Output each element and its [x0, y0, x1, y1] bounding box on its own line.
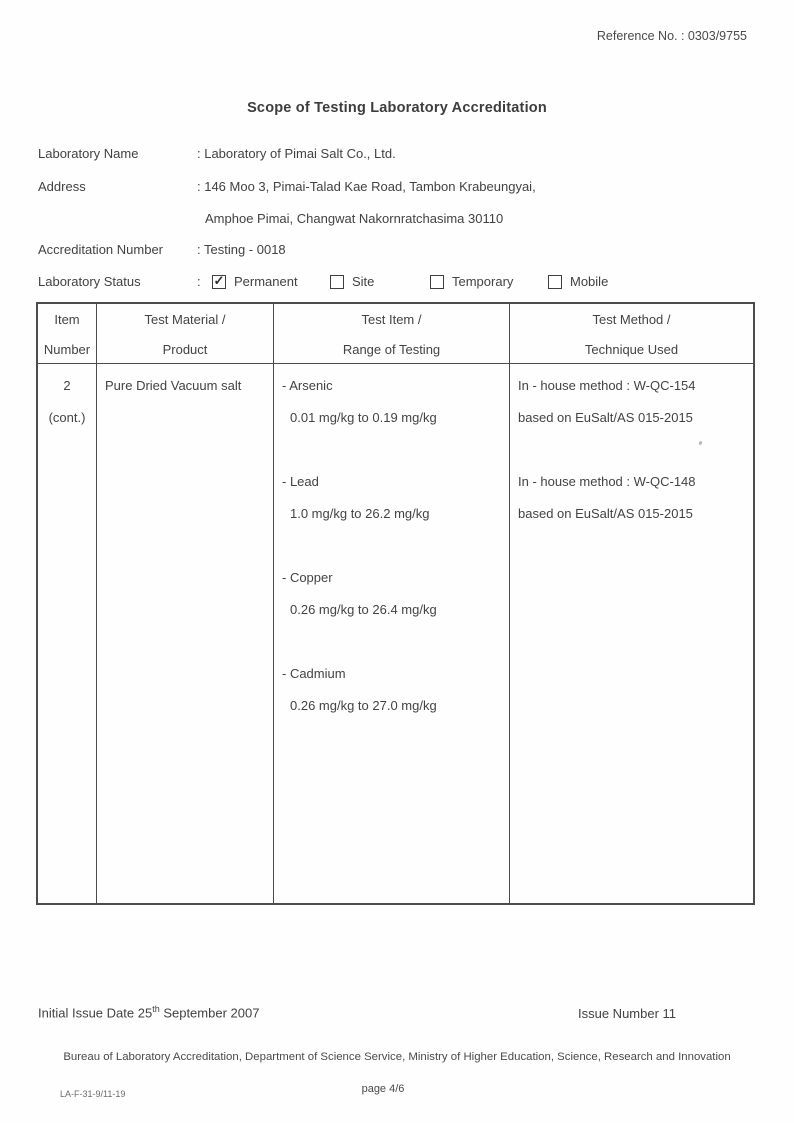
bureau-line: Bureau of Laboratory Accreditation, Department of Science Service, Ministry of Higher Education, Science, Research and Innovation [63, 1051, 731, 1063]
header-line: Number [43, 342, 91, 357]
reference-number: Reference No. : 0303/9755 [596, 29, 747, 43]
col-header-test-method [510, 304, 753, 364]
status-option-permanent: Permanent [234, 274, 298, 289]
test-group [282, 370, 509, 466]
item-number: 2 [63, 378, 71, 393]
test-material: Pure Dried Vacuum salt [105, 378, 242, 393]
checkbox-mobile [548, 275, 562, 289]
address-value-line1: : 146 Moo 3, Pimai-Talad Kae Road, Tambon Krabeungyai, [197, 179, 536, 194]
page-number: page 4/6 [361, 1083, 405, 1095]
status-option-temporary: Temporary [452, 274, 514, 289]
test-group [282, 466, 509, 562]
address-row-2 [0, 211, 794, 229]
test-item-name: - Copper [282, 570, 333, 585]
method-line2: based on EuSalt/AS 015-2015 [518, 410, 693, 425]
col-header-test-item [274, 304, 510, 364]
header-line: Item [54, 312, 80, 327]
test-group [282, 658, 509, 754]
page-title: Scope of Testing Laboratory Accreditation [247, 100, 547, 116]
accreditation-row [0, 242, 794, 260]
method-group [518, 370, 753, 466]
form-code: LA-F-31-9/11-19 [60, 1089, 126, 1099]
issue-number: Issue Number 11 [578, 1006, 677, 1021]
address-value-line2: Amphoe Pimai, Changwat Nakornratchasima 30110 [205, 211, 504, 226]
accreditation-value: : Testing - 0018 [197, 242, 286, 257]
method-line2: based on EuSalt/AS 015-2015 [518, 506, 693, 521]
header-line: Technique Used [584, 342, 679, 357]
method-line1: In - house method : W-QC-148 [518, 474, 696, 489]
initial-issue-sup: th [152, 1004, 160, 1014]
method-line1: In - house method : W-QC-154 [518, 378, 696, 393]
test-item-name: - Cadmium [282, 666, 346, 681]
address-label: Address [38, 179, 86, 194]
test-group [282, 562, 509, 658]
test-item-range: 0.26 mg/kg to 26.4 mg/kg [290, 602, 437, 617]
header-line: Range of Testing [342, 342, 441, 357]
test-item-name: - Arsenic [282, 378, 333, 393]
initial-issue-prefix: Initial Issue Date 25 [38, 1005, 153, 1021]
status-row [0, 274, 794, 292]
status-colon: : [197, 274, 201, 289]
header-line: Test Material / [144, 312, 226, 327]
method-group [518, 658, 753, 754]
header-line: Test Method / [592, 312, 671, 327]
item-number-cont: (cont.) [48, 410, 86, 425]
col-header-item-number [38, 304, 97, 364]
scope-table [36, 302, 755, 905]
header-line: Test Item / [361, 312, 422, 327]
cell-test-method [510, 364, 753, 903]
test-item-range: 1.0 mg/kg to 26.2 mg/kg [290, 506, 430, 521]
initial-issue-suffix: September 2007 [159, 1005, 260, 1021]
method-group [518, 466, 753, 562]
status-option-mobile: Mobile [570, 274, 609, 289]
test-item-name: - Lead [282, 474, 319, 489]
address-row [0, 179, 794, 197]
method-group [518, 562, 753, 658]
checkbox-temporary [430, 275, 444, 289]
lab-name-label: Laboratory Name [38, 146, 139, 161]
accreditation-label: Accreditation Number [38, 242, 163, 257]
cell-test-material [97, 364, 274, 903]
lab-name-value: : Laboratory of Pimai Salt Co., Ltd. [197, 146, 396, 161]
lab-name-row [0, 146, 794, 164]
test-item-range: 0.26 mg/kg to 27.0 mg/kg [290, 698, 437, 713]
test-item-range: 0.01 mg/kg to 0.19 mg/kg [290, 410, 437, 425]
cell-test-item [274, 364, 510, 903]
status-label: Laboratory Status [38, 274, 141, 289]
status-option-site: Site [352, 274, 375, 289]
header-line: Product [162, 342, 208, 357]
initial-issue-date [38, 1004, 259, 1020]
checkbox-permanent [212, 275, 226, 289]
col-header-test-material [97, 304, 274, 364]
cell-item-number [38, 364, 97, 903]
checkbox-site [330, 275, 344, 289]
